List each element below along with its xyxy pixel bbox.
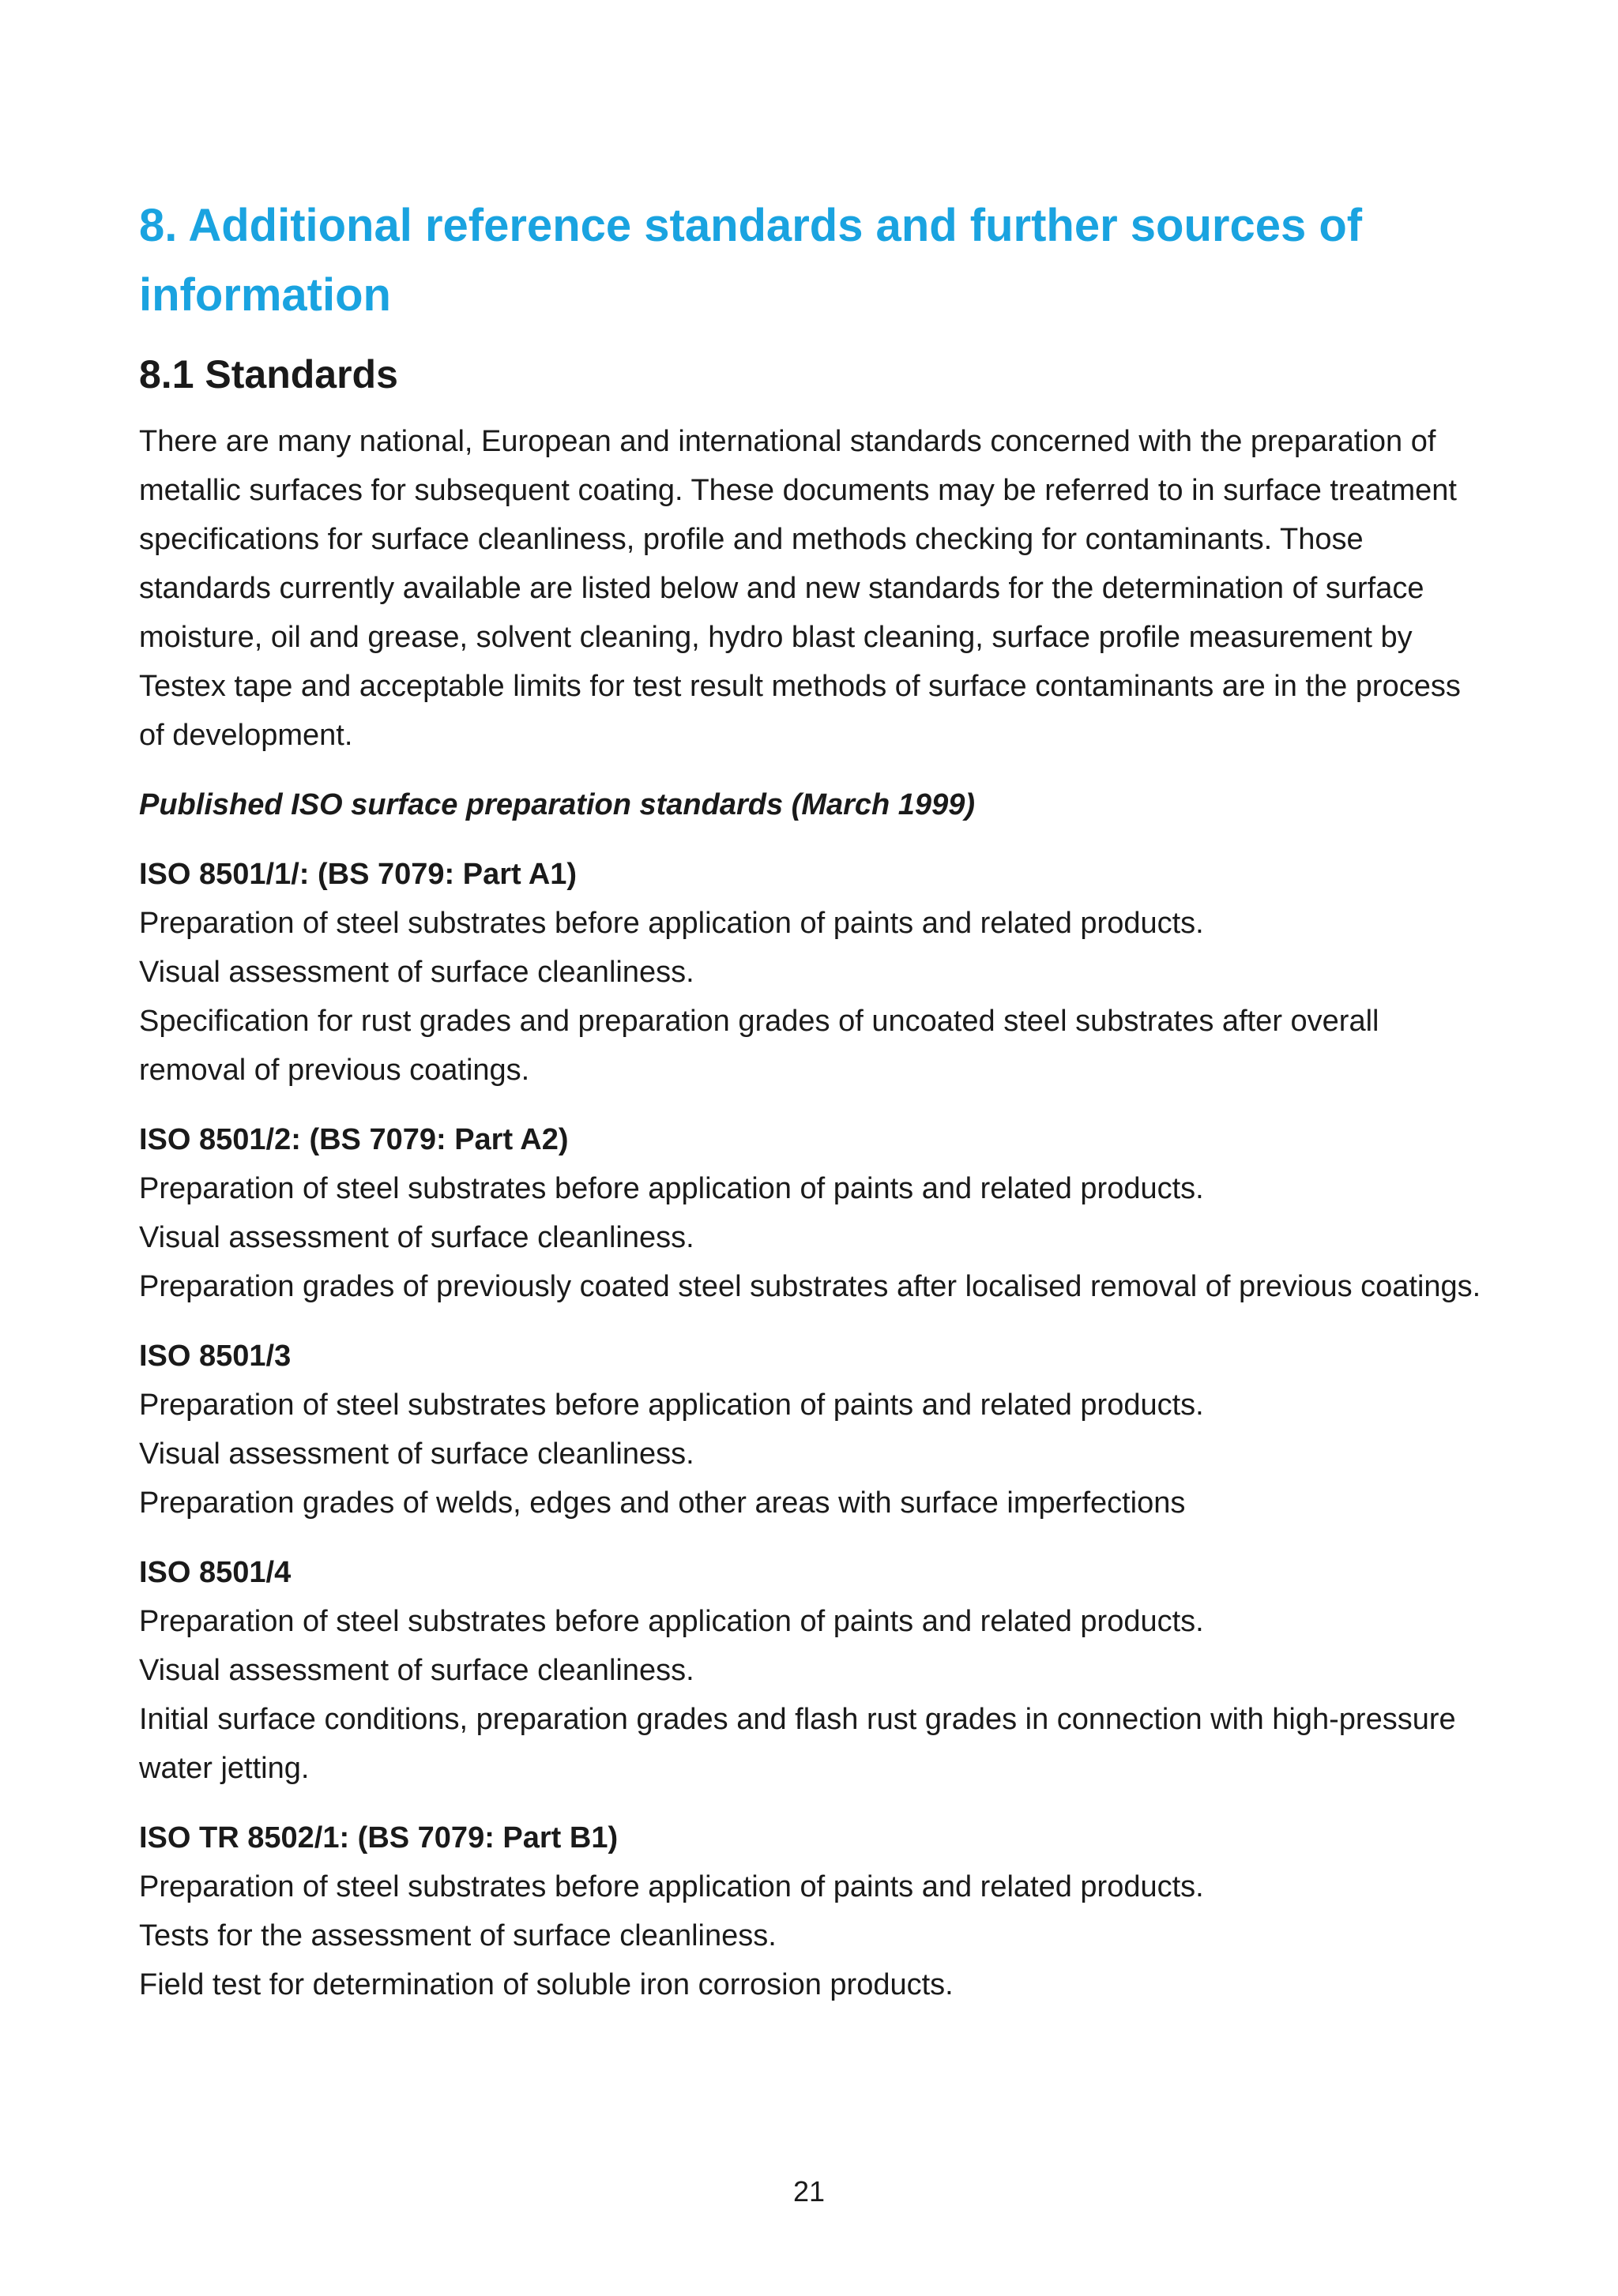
standard-line: Initial surface conditions, preparation grades and flash rust grades in connection with high-pressure water jetting. bbox=[139, 1703, 1456, 1785]
standard-line: Preparation grades of welds, edges and other areas with surface imperfections bbox=[139, 1486, 1186, 1520]
page-number: 21 bbox=[792, 2175, 826, 2208]
standard-line: Preparation of steel substrates before application of paints and related products. bbox=[139, 1605, 1204, 1638]
standard-line: Field test for determination of soluble iron corrosion products. bbox=[139, 1968, 954, 2001]
standard-code: ISO TR 8502/1: (BS 7079: Part B1) bbox=[139, 1821, 619, 1854]
standard-line: Visual assessment of surface cleanliness. bbox=[139, 1221, 694, 1254]
section-title: 8.1 Standards bbox=[139, 352, 398, 396]
standard-code: ISO 8501/4 bbox=[139, 1556, 292, 1589]
standard-line: Visual assessment of surface cleanliness. bbox=[139, 1654, 694, 1687]
standard-entry bbox=[139, 1813, 1482, 2009]
published-standards-heading: Published ISO surface preparation standards (March 1999) bbox=[139, 788, 975, 821]
standard-code: ISO 8501/2: (BS 7079: Part A2) bbox=[139, 1123, 569, 1156]
chapter-heading: 8. Additional reference standards and further sources of information bbox=[139, 200, 1363, 321]
standard-line: Tests for the assessment of surface cleanliness. bbox=[139, 1919, 777, 1952]
document-page bbox=[139, 191, 1482, 2009]
standard-code: ISO 8501/1/: (BS 7079: Part A1) bbox=[139, 858, 578, 891]
standard-line: Preparation of steel substrates before application of paints and related products. bbox=[139, 1870, 1204, 1903]
standard-line: Preparation of steel substrates before application of paints and related products. bbox=[139, 1388, 1204, 1422]
standard-code: ISO 8501/3 bbox=[139, 1340, 292, 1373]
standard-entry bbox=[139, 1548, 1482, 1793]
standard-line: Preparation of steel substrates before application of paints and related products. bbox=[139, 1172, 1204, 1205]
standard-line: Visual assessment of surface cleanliness. bbox=[139, 1437, 694, 1471]
standard-line: Preparation grades of previously coated steel substrates after localised removal of previous coatings. bbox=[139, 1270, 1481, 1303]
intro-paragraph: There are many national, European and international standards concerned with the preparation of metallic surfaces for subsequent coating. These documents may be referred to in surface treatment specifications for surface cleanliness, profile and methods checking for contaminants. Those standards currently available are listed below and new standards for the determination of surface moisture, oil and grease, solvent cleaning, hydro blast cleaning, surface profile measurement by Testex tape and acceptable limits for test result methods of surface contaminants are in the process of development. bbox=[139, 425, 1461, 752]
standard-entry bbox=[139, 850, 1482, 1095]
standard-line: Visual assessment of surface cleanliness. bbox=[139, 956, 694, 989]
standard-entry bbox=[139, 1115, 1482, 1311]
standard-line: Preparation of steel substrates before application of paints and related products. bbox=[139, 907, 1204, 940]
standard-entry bbox=[139, 1332, 1482, 1528]
standard-line: Specification for rust grades and preparation grades of uncoated steel substrates after overall removal of previous coatings. bbox=[139, 1005, 1379, 1087]
